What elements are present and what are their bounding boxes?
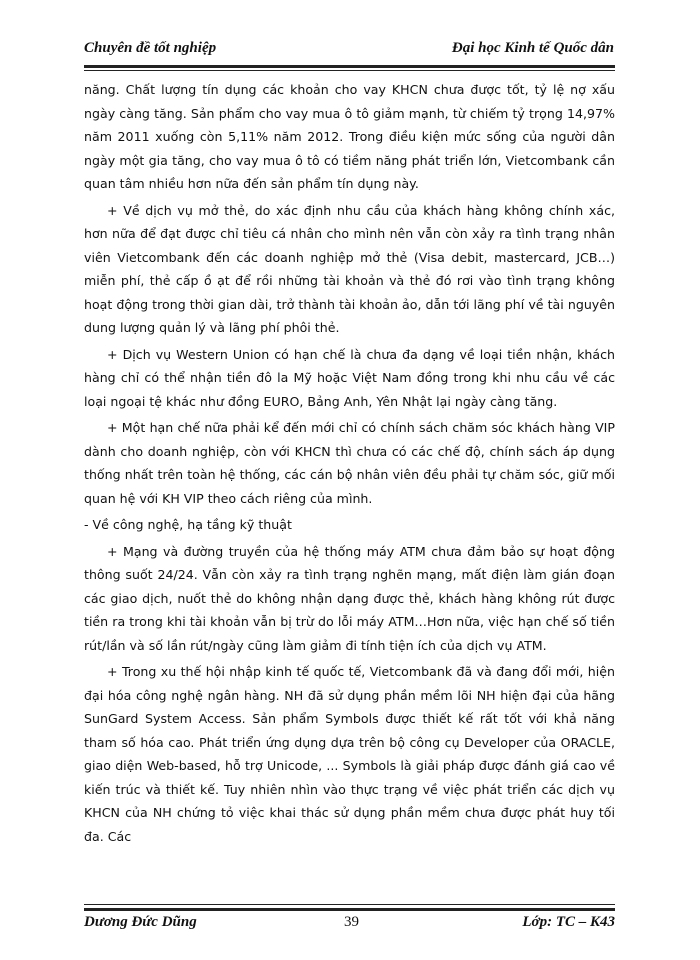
page-footer (84, 914, 615, 938)
footer-rule-thick (84, 908, 615, 911)
paragraph-western-union: + Dịch vụ Western Union có hạn chế là chưa đa dạng về loại tiền nhận, khách hàng chỉ có thể nhận tiền đô la Mỹ hoặc Việt Nam đồng trong khi nhu cầu về các loại ngoại tệ khác như đồng EURO, Bảng Anh, Yên Nhật lại ngày càng tăng. (84, 346, 615, 409)
paragraph-technology-heading: - Về công nghệ, hạ tầng kỹ thuật (84, 517, 292, 532)
paragraph-core-banking: + Trong xu thế hội nhập kinh tế quốc tế, Vietcombank đã và đang đổi mới, hiện đại hóa công nghệ ngân hàng. NH đã sử dụng phần mềm lõi NH hiện đại của hãng SunGard System Access. Sản phẩm Symbols được thiết kế rất tốt với khả năng tham số hóa cao. Phát triển ứng dụng dựa trên bộ công cụ Developer của ORACLE, giao diện Web-based, hỗ trợ Unicode, ... Symbols là giải pháp được đánh giá cao về kiến trúc và thiết kế. Tuy nhiên nhìn vào thực trạng về việc phát triển các dịch vụ KHCN của NH chứng tỏ việc khai thác sử dụng phần mềm chưa được phát huy tối đa. Các (84, 664, 615, 844)
paragraph-card-service: + Về dịch vụ mở thẻ, do xác định nhu cầu của khách hàng không chính xác, hơn nữa để đạt được chỉ tiêu cá nhân cho mình nên vẫn còn xảy ra tình trạng nhân viên Vietcombank đến các doanh nghiệp mở thẻ (Visa debit, mastercard, JCB…) miễn phí, thẻ cấp ồ ạt để rồi những tài khoản và thẻ đó rơi vào tình trạng không hoạt động trong thời gian dài, trở thành tài khoản ảo, dẫn tới lãng phí về tài nguyên dung lượng quản lý và lãng phí phôi thẻ. (84, 202, 615, 335)
header-rule-thick (84, 65, 615, 68)
footer-rule-thin (84, 904, 615, 905)
footer-class: Lớp: TC – K43 (522, 914, 615, 930)
header-rule-thin (84, 70, 615, 71)
footer-author: Dương Đức Dũng (84, 914, 197, 930)
header-university: Đại học Kinh tế Quốc dân (451, 40, 614, 56)
paragraph-vip-care: + Một hạn chế nữa phải kể đến mới chỉ có chính sách chăm sóc khách hàng VIP dành cho doanh nghiệp, còn với KHCN thì chưa có các chế độ, chính sách áp dụng thống nhất trên toàn hệ thống, các cán bộ nhân viên đều phải tự chăm sóc, giữ mối quan hệ với KH VIP theo cách riêng của mình. (84, 420, 615, 506)
paragraph-atm-network: + Mạng và đường truyền của hệ thống máy ATM chưa đảm bảo sự hoạt động thông suốt 24/24. Vẫn còn xảy ra tình trạng nghẽn mạng, mất điện làm gián đoạn các giao dịch, nuốt thẻ do không nhận dạng được thẻ, khách hàng không rút được tiền ra trong khi tài khoản vẫn bị trừ do lỗi máy ATM…Hơn nữa, việc hạn chế số tiền rút/lần và số lần rút/ngày cũng làm giảm đi tính tiện ích của dịch vụ ATM. (84, 543, 615, 653)
page-header (84, 40, 614, 64)
page-number: 39 (344, 914, 359, 930)
paragraph-continuation: năng. Chất lượng tín dụng các khoản cho vay KHCN chưa được tốt, tỷ lệ nợ xấu ngày càng tăng. Sản phẩm cho vay mua ô tô giảm mạnh, từ chiếm tỷ trọng 14,97% năm 2011 xuống còn 5,11% năm 2012. Trong điều kiện mức sống của người dân ngày một gia tăng, cho vay mua ô tô có tiềm năng phát triển lớn, Vietcombank cần quan tâm nhiều hơn nữa đến sản phẩm tín dụng này. (84, 82, 615, 191)
header-thesis-title: Chuyên đề tốt nghiệp (84, 40, 217, 56)
body-text (84, 78, 615, 848)
